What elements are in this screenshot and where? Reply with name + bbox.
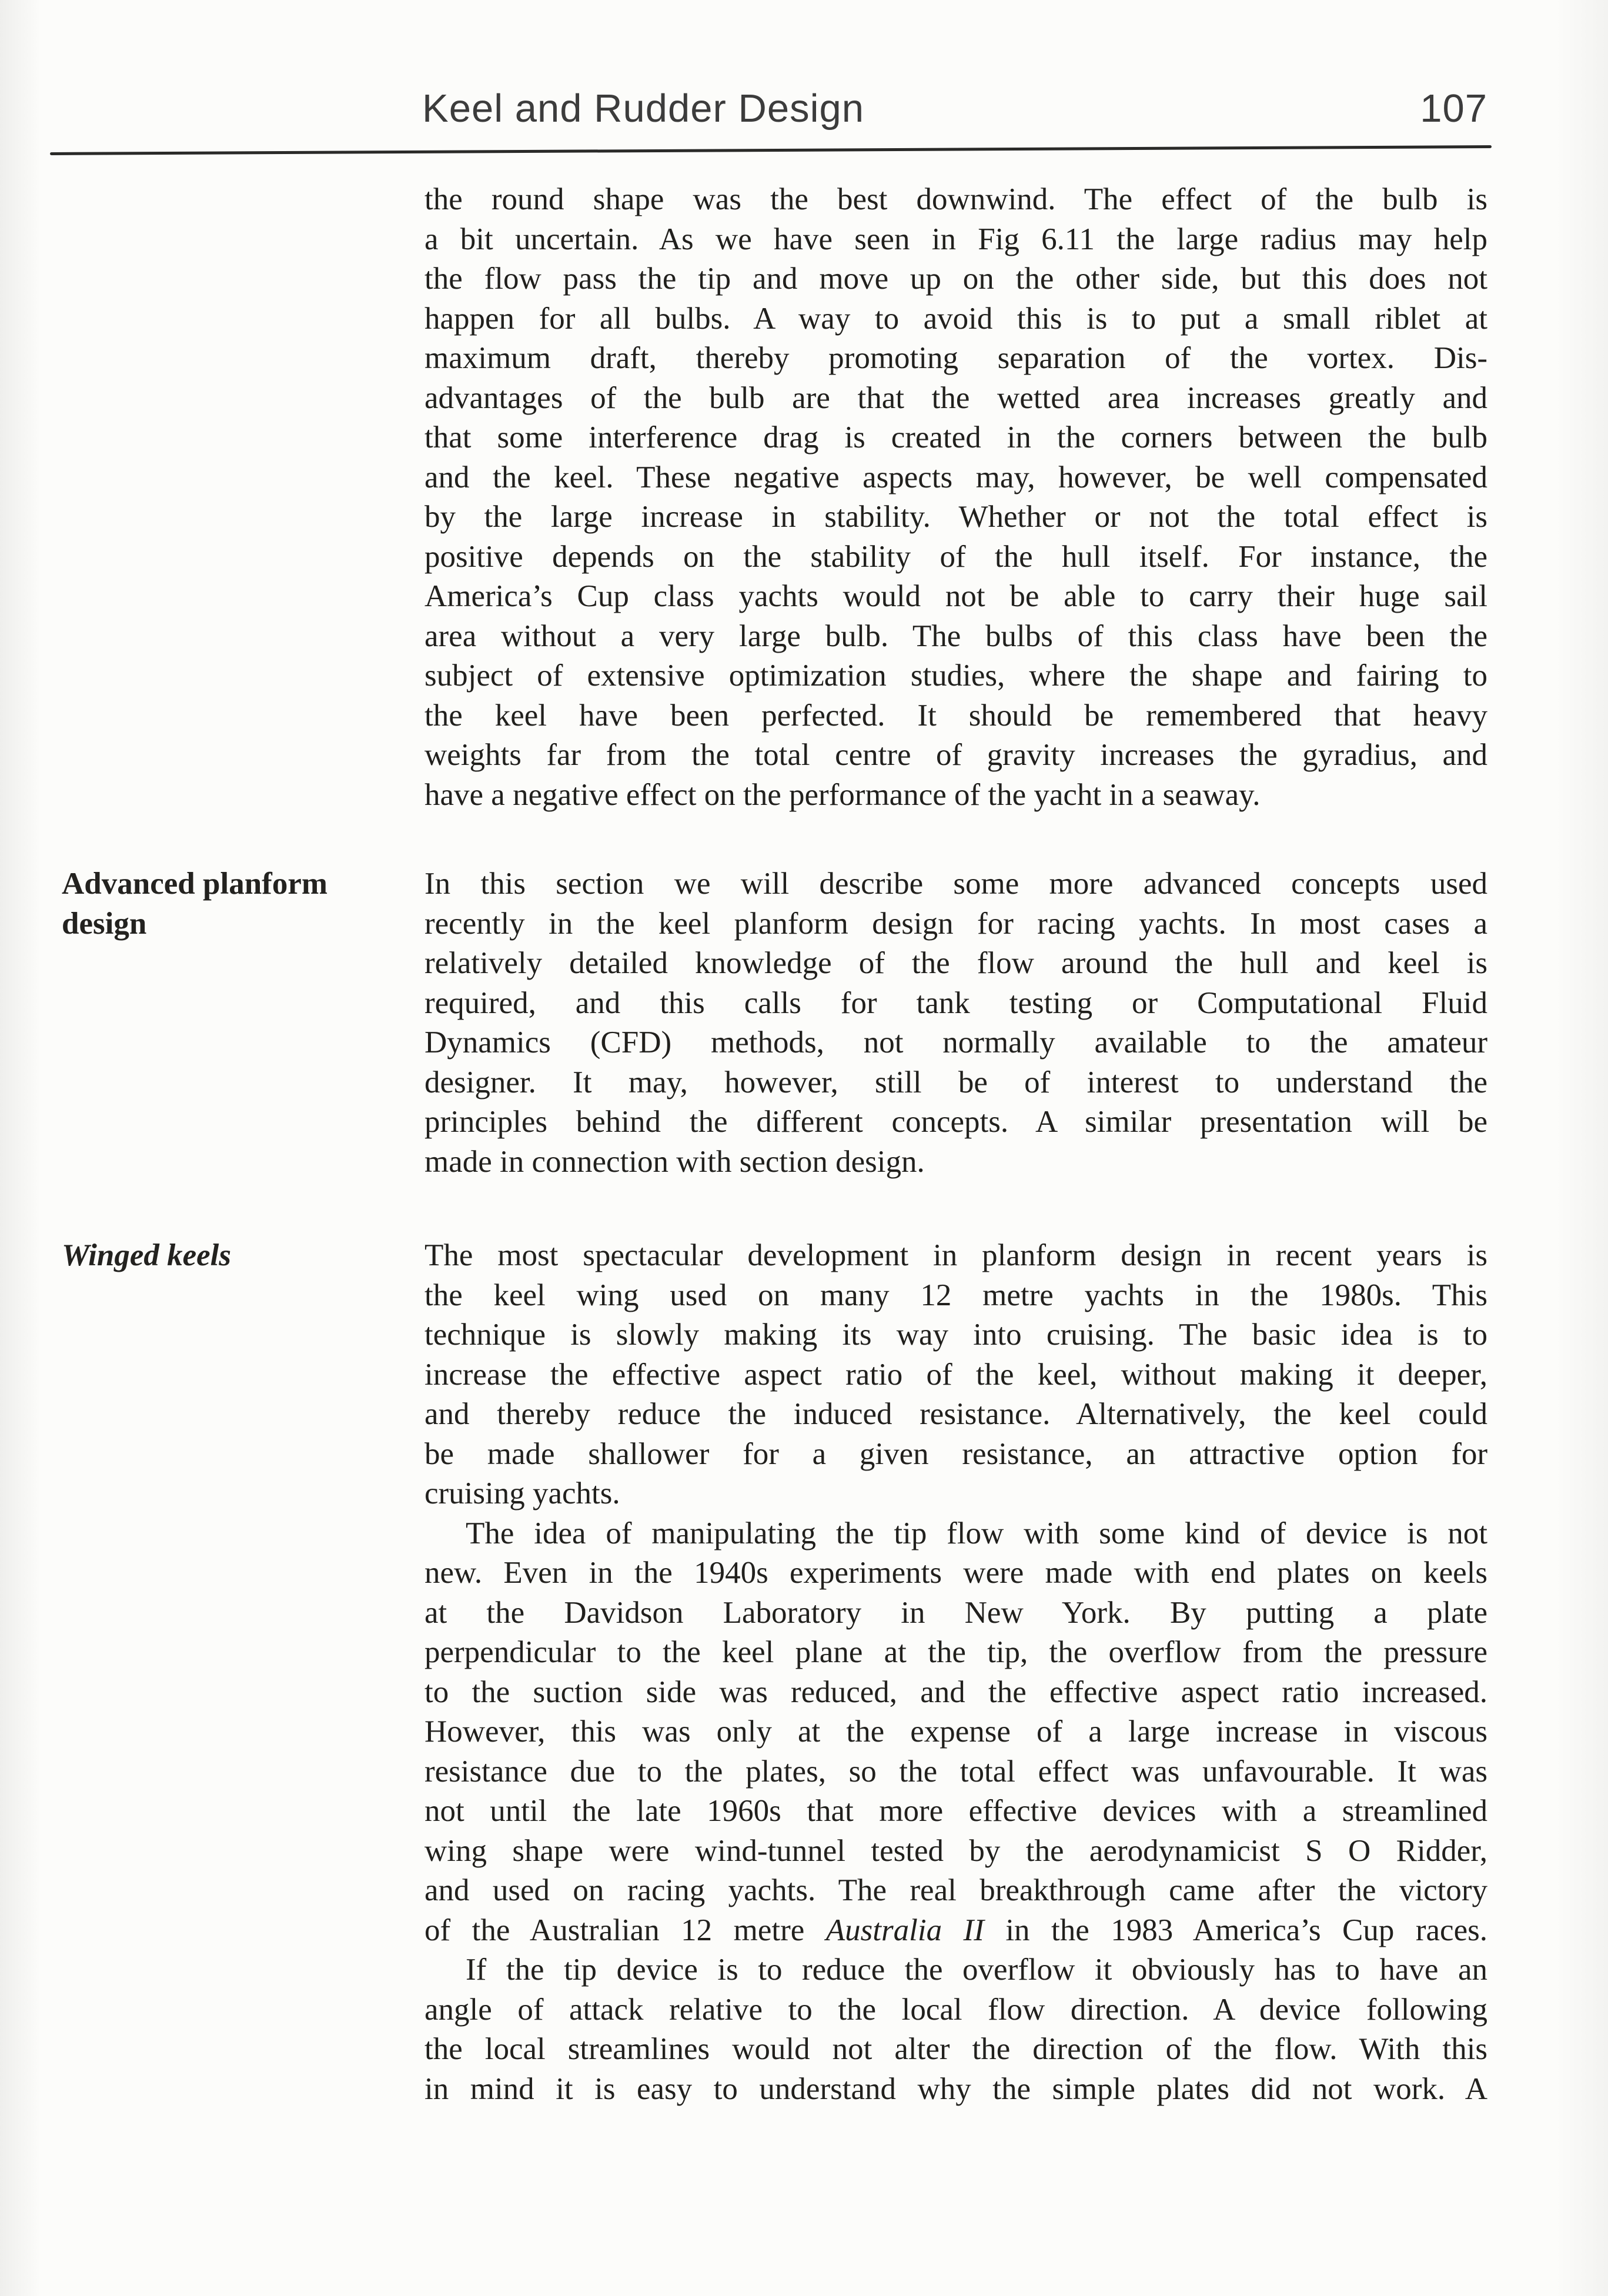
text-line: required, and this calls for tank testing or Computational Fluid	[424, 985, 1487, 1020]
text-segment: of the Australian 12 metre	[424, 1913, 826, 1947]
text-segment: in the 1983 America’s Cup races.	[984, 1913, 1487, 1947]
section	[0, 1236, 1608, 2109]
text-line: The idea of manipulating the tip flow with some kind of device is not	[466, 1516, 1487, 1550]
text-line: the flow pass the tip and move up on the other side, but this does not	[424, 262, 1487, 296]
text-line: Dynamics (CFD) methods, not normally available to the amateur	[424, 1025, 1487, 1060]
content-sections	[0, 180, 1608, 2109]
text-line: at the Davidson Laboratory in New York. By putting a plate	[424, 1595, 1487, 1630]
section-body	[424, 180, 1487, 815]
text-line: technique is slowly making its way into cruising. The basic idea is to	[424, 1318, 1487, 1352]
text-line: resistance due to the plates, so the total effect was unfavourable. It was	[424, 1754, 1487, 1789]
text-line: the local streamlines would not alter the direction of the flow. With this	[424, 2032, 1487, 2066]
margin-heading-line: design	[62, 906, 147, 941]
text-line: perpendicular to the keel plane at the tip, the overflow from the pressure	[424, 1635, 1487, 1669]
text-line: designer. It may, however, still be of interest to understand the	[424, 1065, 1487, 1099]
margin-heading-line: Advanced planform	[62, 867, 328, 901]
text-line	[424, 1911, 1487, 1951]
text-line: angle of attack relative to the local flow direction. A device following	[424, 1992, 1487, 2027]
text-line: principles behind the different concepts. A similar presentation will be	[424, 1105, 1487, 1139]
page-header	[0, 88, 1608, 129]
paragraph	[424, 1950, 1487, 2109]
text-line: not until the late 1960s that more effective devices with a streamlined	[424, 1794, 1487, 1828]
text-line: that some interference drag is created in the corners between the bulb	[424, 420, 1487, 454]
text-line: maximum draft, thereby promoting separation of the vortex. Dis-	[424, 341, 1487, 375]
text-line: happen for all bulbs. A way to avoid this is to put a small riblet at	[424, 301, 1487, 336]
text-line: America’s Cup class yachts would not be able to carry their huge sail	[424, 579, 1487, 613]
text-line: the round shape was the best downwind. The effect of the bulb is	[424, 182, 1487, 216]
text-line: wing shape were wind-tunnel tested by the aerodynamicist S O Ridder,	[424, 1833, 1487, 1868]
running-title: Keel and Rudder Design	[422, 86, 865, 131]
paragraph	[424, 1236, 1487, 1514]
header-rule	[50, 145, 1492, 155]
text-line: If the tip device is to reduce the overflow it obviously has to have an	[466, 1953, 1487, 1987]
text-line: and used on racing yachts. The real breakthrough came after the victory	[424, 1873, 1487, 1907]
margin-heading	[0, 1236, 424, 2109]
text-line: in mind it is easy to understand why the simple plates did not work. A	[424, 2071, 1487, 2106]
text-line: cruising yachts.	[424, 1476, 620, 1510]
margin-heading-line: Winged keels	[62, 1238, 232, 1272]
paragraph	[424, 864, 1487, 1182]
text-line: by the large increase in stability. Whether or not the total effect is	[424, 500, 1487, 534]
italic-text-segment: Australia II	[825, 1913, 984, 1947]
text-line: The most spectacular development in planform design in recent years is	[424, 1238, 1487, 1272]
text-line: subject of extensive optimization studies, where the shape and fairing to	[424, 659, 1487, 693]
text-line: a bit uncertain. As we have seen in Fig 6.11 the large radius may help	[424, 222, 1487, 256]
text-line: be made shallower for a given resistance, an attractive option for	[424, 1436, 1487, 1471]
text-line: the keel have been perfected. It should be remembered that heavy	[424, 698, 1487, 733]
margin-heading	[0, 864, 424, 1182]
text-line: to the suction side was reduced, and the effective aspect ratio increased.	[424, 1675, 1487, 1709]
text-line: area without a very large bulb. The bulbs of this class have been the	[424, 619, 1487, 653]
text-line: weights far from the total centre of gravity increases the gyradius, and	[424, 738, 1487, 772]
section	[0, 180, 1608, 815]
text-line: In this section we will describe some more advanced concepts used	[424, 867, 1487, 901]
paragraph	[424, 180, 1487, 815]
text-line: recently in the keel planform design for racing yachts. In most cases a	[424, 906, 1487, 941]
section-body	[424, 864, 1487, 1182]
text-line: positive depends on the stability of the hull itself. For instance, the	[424, 539, 1487, 574]
text-line: the keel wing used on many 12 metre yachts in the 1980s. This	[424, 1278, 1487, 1312]
text-line: made in connection with section design.	[424, 1144, 925, 1179]
text-line: have a negative effect on the performance of the yacht in a seaway.	[424, 777, 1261, 812]
text-line: advantages of the bulb are that the wetted area increases greatly and	[424, 380, 1487, 415]
margin-heading	[0, 180, 424, 815]
section-body	[424, 1236, 1487, 2109]
paragraph	[424, 1514, 1487, 1951]
text-line: relatively detailed knowledge of the flow around the hull and keel is	[424, 946, 1487, 980]
text-line: However, this was only at the expense of a large increase in viscous	[424, 1715, 1487, 1749]
text-line: and thereby reduce the induced resistance. Alternatively, the keel could	[424, 1397, 1487, 1431]
section	[0, 864, 1608, 1182]
text-line: new. Even in the 1940s experiments were made with end plates on keels	[424, 1556, 1487, 1590]
page-number: 107	[1420, 86, 1487, 131]
text-line: and the keel. These negative aspects may, however, be well compensated	[424, 460, 1487, 494]
text-line: increase the effective aspect ratio of the keel, without making it deeper,	[424, 1357, 1487, 1392]
